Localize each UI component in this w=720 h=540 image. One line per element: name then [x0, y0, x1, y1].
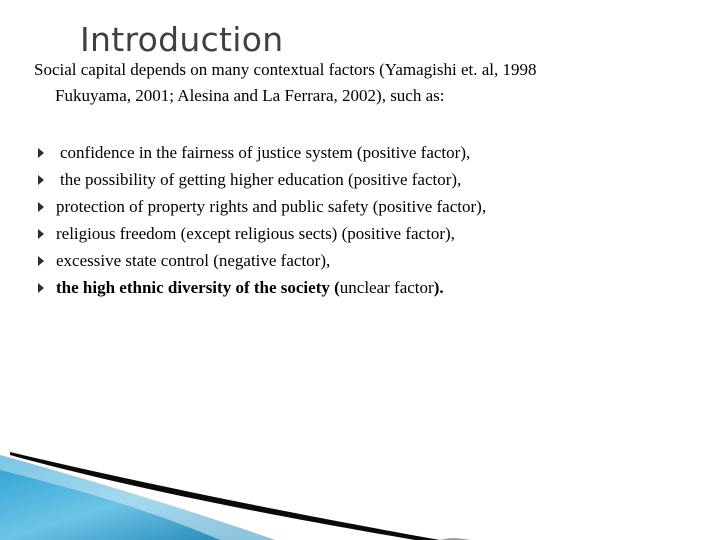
- list-item-text: religious freedom (except religious sects) (positive factor),: [56, 224, 455, 243]
- list-item-text: [56, 274, 444, 301]
- bullet-arrow-icon: [38, 283, 44, 293]
- list-item-text-bold-end: ).: [433, 278, 444, 297]
- list-item-text: the possibility of getting higher education (positive factor),: [60, 170, 462, 189]
- bullet-arrow-icon: [38, 256, 44, 266]
- intro-line-1: Social capital depends on many contextual factors (Yamagishi et. al, 1998: [34, 60, 537, 79]
- intro-paragraph: [34, 57, 654, 109]
- slide-title: Introduction: [80, 20, 284, 59]
- list-item-text: confidence in the fairness of justice system (positive factor),: [60, 143, 471, 162]
- list-item-text: protection of property rights and public safety (positive factor),: [56, 197, 487, 216]
- list-item-text: excessive state control (negative factor),: [56, 251, 331, 270]
- bullet-arrow-icon: [38, 202, 44, 212]
- intro-line-2: Fukuyama, 2001; Alesina and La Ferrara, 2002), such as:: [55, 86, 445, 105]
- bullet-arrow-icon: [38, 148, 44, 158]
- bullet-arrow-icon: [38, 175, 44, 185]
- list-item-text-normal: unclear factor: [339, 278, 434, 297]
- list-item-text-bold: the high ethnic diversity of the society (: [56, 278, 340, 297]
- bullet-arrow-icon: [38, 229, 44, 239]
